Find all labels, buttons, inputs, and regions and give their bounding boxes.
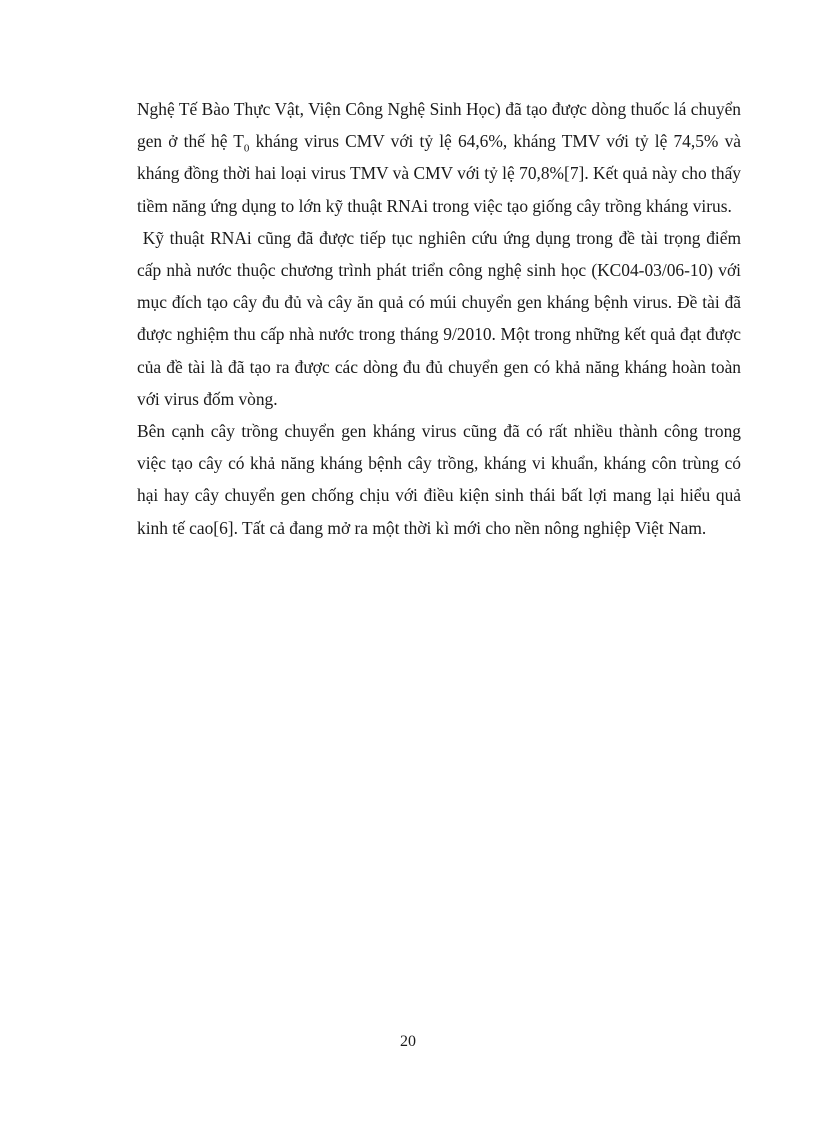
paragraph-rnai-papaya: Kỹ thuật RNAi cũng đã được tiếp tục nghiên cứu ứng dụng trong đề tài trọng điểm cấp nhà nước thuộc chương trình phát triển công nghệ sinh học (KC04-03/06-10) với mục đích tạo cây đu đủ và cây ăn quả có múi chuyển gen kháng bệnh virus. Đề tài đã được nghiệm thu cấp nhà nước trong tháng 9/2010. Một trong những kết quả đạt được của đề tài là đã tạo ra được các dòng đu đủ chuyển gen có khả năng kháng hoàn toàn với virus đốm vòng. — [137, 227, 746, 409]
page-number: 20 — [400, 1033, 416, 1050]
paragraph-transgenic-crops: Bên cạnh cây trồng chuyển gen kháng virus cũng đã có rất nhiều thành công trong việc tạo cây có khả năng kháng bệnh cây trồng, kháng vi khuẩn, kháng côn trùng có hại hay cây chuyển gen chống chịu với điều kiện sinh thái bất lợi mang lại hiểu quả kinh tế cao[6]. Tất cả đang mở ra một thời kì mới cho nền nông nghiệp Việt Nam. — [137, 421, 741, 538]
paragraph-text-part-2: kháng virus CMV với tỷ lệ 64,6%, kháng TMV với tỷ lệ 74,5% và kháng đồng thời hai loại virus TMV và CMV với tỷ lệ 70,8%[7]. Kết quả này cho thấy tiềm năng ứng dụng to lớn kỹ thuật RNAi trong việc tạo giống cây trồng kháng virus. — [137, 131, 741, 216]
paragraph-tmv-cmv-results — [137, 93, 741, 222]
subscript-generation-index: 0 — [243, 142, 250, 155]
paragraph-text-part-1: Nghệ Tế Bào Thực Vật, Viện Công Nghệ Sinh Học) đã tạo được dòng thuốc lá chuyển gen ở thế hệ T — [137, 99, 741, 152]
body-text — [137, 93, 746, 544]
